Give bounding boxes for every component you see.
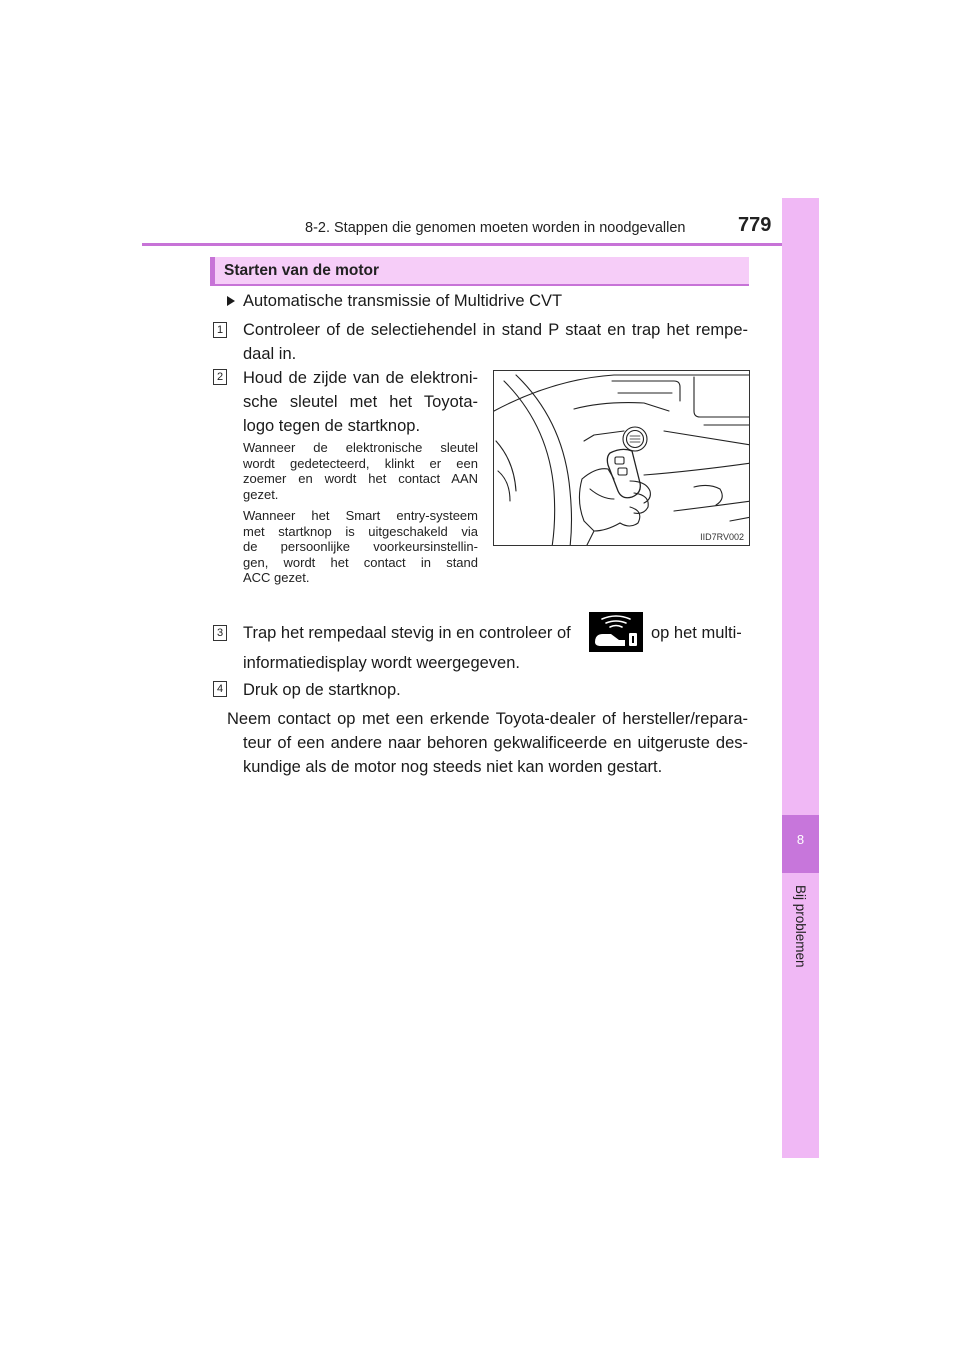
step-2-note-2-line-1: Wanneer het Smart entry-systeem <box>243 508 478 523</box>
step-2-note-2-line-5: ACC gezet. <box>243 570 310 585</box>
step-2-note-1-line-3: zoemer en wordt het contact AAN <box>243 471 478 486</box>
key-indicator-icon <box>589 612 643 652</box>
step-2-note-2-line-4: gen, wordt het contact in stand <box>243 554 478 570</box>
step-2-line-3: logo tegen de startknop. <box>243 417 421 435</box>
step-4-line-1: Druk op de startknop. <box>243 681 401 699</box>
step-2-note-1-line-2: wordt gedetecteerd, klinkt er een <box>243 455 478 471</box>
step-2-line-2: sche sleutel met het Toyota- <box>243 393 478 411</box>
bullet-text: Automatische transmissie of Multidrive CVT <box>243 292 563 310</box>
closing-line-3: kundige als de motor nog steeds niet kan worden gestart. <box>243 758 663 776</box>
step-3-marker: 3 <box>213 625 227 641</box>
step-2-note-1-line-1: Wanneer de elektronische sleutel <box>243 440 478 455</box>
illustration-key-start-button <box>493 370 750 546</box>
step-1-marker: 1 <box>213 322 227 338</box>
step-2-note-2-line-2: met startknop is uitgeschakeld via <box>243 523 478 539</box>
closing-line-1: Neem contact op met een erkende Toyota-dealer of hersteller/repara- <box>227 710 748 728</box>
section-title: Starten van de motor <box>224 262 380 279</box>
page-number: 779 <box>738 214 772 236</box>
figure-code: IID7RV002 <box>700 532 744 542</box>
section-title-underline <box>210 284 749 286</box>
step-2-marker: 2 <box>213 369 227 385</box>
step-2-line-1: Houd de zijde van de elektroni- <box>243 369 478 387</box>
step-1-line-1: Controleer of de selectiehendel in stand P staat en trap het rempe- <box>243 321 748 339</box>
step-3-line-1-before: Trap het rempedaal stevig in en controleer of <box>243 624 571 642</box>
dashboard-illustration <box>494 371 750 546</box>
running-header-title: 8-2. Stappen die genomen moeten worden in noodgevallen <box>305 220 686 236</box>
triangle-bullet-icon <box>227 296 235 306</box>
step-2-note-2-line-3: de persoonlijke voorkeursinstellin- <box>243 539 478 554</box>
chapter-side-tab <box>782 198 819 1158</box>
chapter-label <box>782 885 819 995</box>
step-3-line-1-after: op het multi- <box>651 624 742 642</box>
header-rule <box>142 243 819 246</box>
step-3-line-2: informatiedisplay wordt weergegeven. <box>243 654 520 672</box>
closing-line-2: teur of een andere naar behoren gekwalificeerde en uitgeruste des- <box>243 734 748 752</box>
chapter-label-text: Bij problemen <box>793 885 808 968</box>
step-1-line-2: daal in. <box>243 345 297 363</box>
step-4-marker: 4 <box>213 681 227 697</box>
chapter-number: 8 <box>796 832 805 847</box>
step-2-note-1-line-4: gezet. <box>243 486 279 502</box>
